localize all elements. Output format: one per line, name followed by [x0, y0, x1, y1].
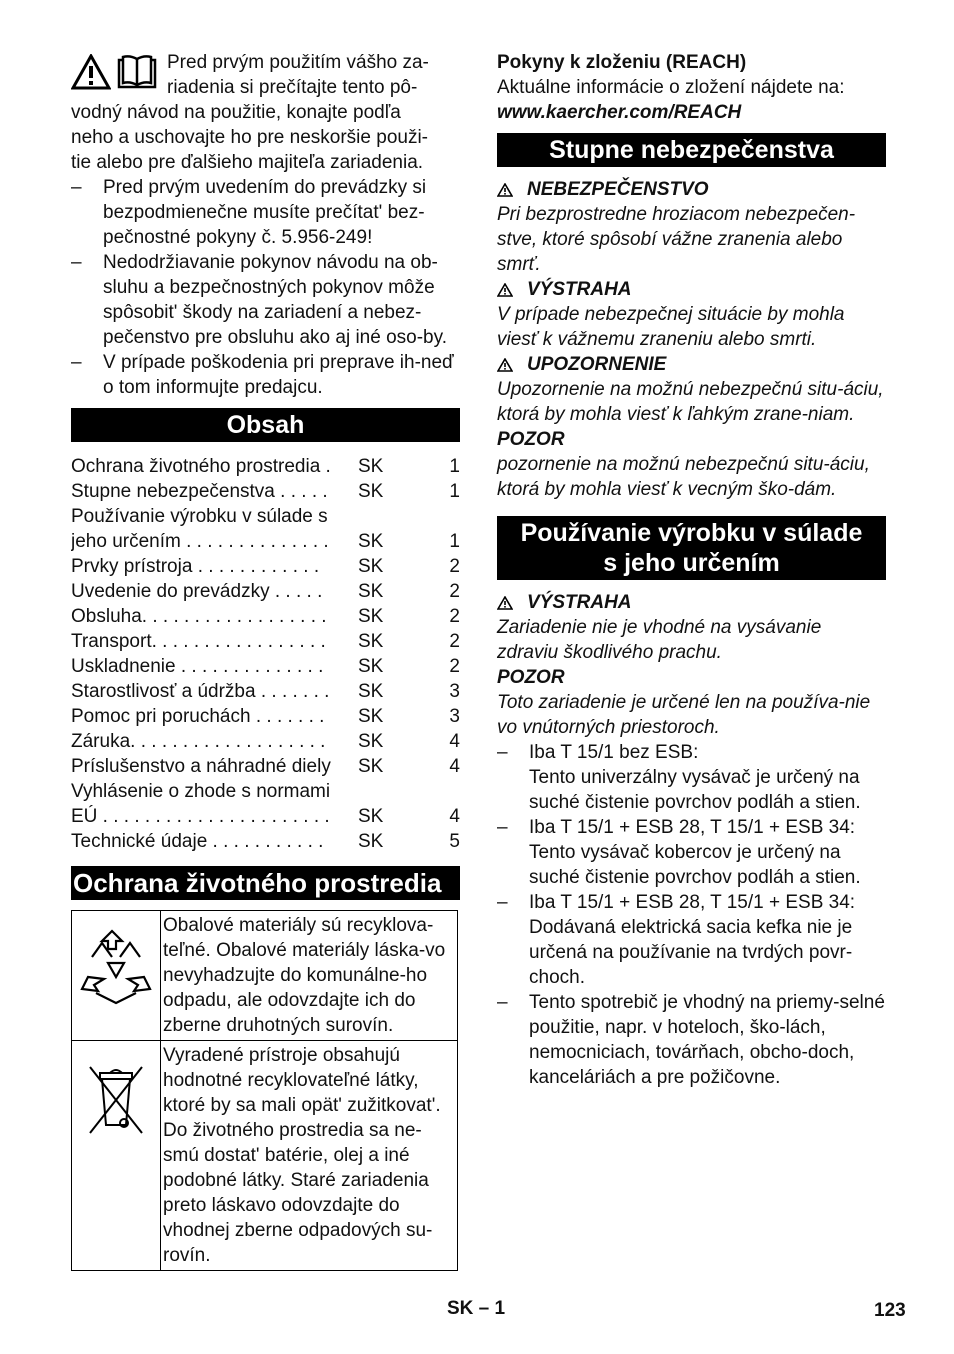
table-of-contents — [71, 454, 460, 854]
toc-entry-name: Technické údaje — [71, 831, 208, 852]
toc-entry — [71, 654, 348, 679]
toc-page: 4 — [449, 806, 460, 827]
hazard-list — [497, 177, 886, 502]
toc-entry-name: Obsluha — [71, 606, 142, 627]
toc-row[interactable] — [71, 504, 460, 529]
toc-entry-name: Ochrana životného prostredia — [71, 456, 321, 477]
toc-leader: . . . . . . . . . . . — [207, 831, 324, 852]
toc-entry-name: Prvky prístroja — [71, 556, 193, 577]
list-item: – Iba T 15/1 + ESB 28, T 15/1 + ESB 34: Dodávaná elektrická sacia kefka nie je určená na používanie na tvrdých povr-choch. — [497, 892, 856, 988]
toc-row[interactable] — [71, 679, 460, 704]
hazard-text: V prípade nebezpečnej situácie by mohla viesť k vážnemu zraneniu alebo smrti. — [497, 304, 845, 350]
toc-lang: SK — [358, 556, 384, 577]
list-item: – V prípade poškodenia pri preprave ih-neď o tom informujte predajcu. — [71, 352, 454, 398]
hazards-title: Stupne nebezpečenstva — [497, 133, 886, 167]
toc-lang: SK — [358, 731, 384, 752]
warning-triangle-icon — [497, 358, 513, 372]
usage-item-text: Tento vysávač kobercov je určený na suché čistenie povrchov podláh a stien. — [529, 842, 861, 888]
crossed-bin-icon-cell — [72, 1041, 161, 1271]
toc-entry — [71, 779, 348, 804]
toc-entry-name: EÚ — [71, 806, 98, 827]
crossed-bin-icon — [86, 1059, 146, 1139]
toc-entry — [71, 629, 348, 654]
usage-item-head: Iba T 15/1 + ESB 28, T 15/1 + ESB 34: — [529, 817, 856, 838]
toc-title: Obsah — [71, 408, 460, 442]
toc-leader: . . . . . — [269, 581, 323, 602]
toc-leader: . . . . . . . . . . . . . . . . . . — [141, 606, 327, 627]
toc-lang: SK — [358, 831, 384, 852]
intro-line: riadenia si prečítajte tento pô- — [167, 77, 418, 98]
toc-lang: SK — [358, 581, 384, 602]
toc-entry-name: Vyhlásenie o zhode s normami — [71, 781, 331, 802]
intro-line: Pred prvým použitím vášho za- — [167, 52, 429, 73]
env-text: Vyradené prístroje obsahujú hodnotné recyklovateľné látky, ktoré by sa mali opät' zužitkovat'. Do životného prostredia sa ne-smú dostat' batérie, olej a iné podobné látky. Staré zariadenia preto láskavo odovzdajte do vhodnej zberne odpadových su-rovín. — [161, 1041, 458, 1271]
intro-line: tie alebo pre ďalšieho majiteľa zariadenia. — [71, 152, 424, 173]
toc-entry — [71, 679, 348, 704]
toc-entry — [71, 479, 348, 504]
toc-entry-name: jeho určením — [71, 531, 181, 552]
left-column — [71, 50, 460, 1271]
warning-triangle-icon — [71, 54, 111, 90]
intro-line: vodný návod na použitie, konajte podľa — [71, 102, 401, 123]
toc-lang: SK — [358, 531, 384, 552]
toc-leader: . . . . . . . . . . . . . . — [180, 531, 329, 552]
toc-page: 3 — [449, 706, 460, 727]
toc-leader: . . . . . . . . . . . . . . . . . — [151, 631, 326, 652]
list-item: – Iba T 15/1 + ESB 28, T 15/1 + ESB 34: Tento vysávač kobercov je určený na suché čistenie povrchov podláh a stien. — [497, 817, 861, 888]
toc-row[interactable] — [71, 829, 460, 854]
toc-row[interactable] — [71, 729, 460, 754]
intro-line: neho a uschovajte ho pre neskoršie použi- — [71, 127, 429, 148]
reach-link[interactable]: www.kaercher.com/REACH — [497, 102, 742, 123]
table-row — [72, 1041, 458, 1271]
usage-item-text: Dodávaná elektrická sacia kefka nie je určená na používanie na tvrdých povr-choch. — [529, 917, 853, 988]
intro-bullets — [71, 175, 460, 400]
hazard-text: Pri bezprostredne hroziacom nebezpečen-stve, ktoré spôsobí vážne zranenia alebo smrť. — [497, 204, 856, 275]
toc-entry — [71, 454, 348, 479]
toc-page: 4 — [449, 731, 460, 752]
toc-row[interactable] — [71, 604, 460, 629]
toc-entry — [71, 504, 348, 529]
table-row — [72, 911, 458, 1041]
toc-page — [420, 779, 460, 804]
toc-leader: . . . . . — [274, 481, 328, 502]
intro-text-cont — [71, 100, 460, 175]
hazard-heading — [497, 427, 886, 452]
hazard-label: POZOR — [497, 429, 565, 450]
usage-caution-heading: POZOR — [497, 667, 565, 688]
toc-entry-name: Starostlivosť a údržba — [71, 681, 256, 702]
toc-row[interactable] — [71, 779, 460, 804]
right-column — [497, 50, 886, 1090]
toc-row[interactable] — [71, 654, 460, 679]
hazard-text: pozornenie na možnú nebezpečnú situ-áciu, ktorá by mohla viesť k vecným ško-dám. — [497, 454, 870, 500]
toc-entry — [71, 579, 348, 604]
toc-lang: SK — [358, 631, 384, 652]
usage-item-text: Tento univerzálny vysávač je určený na suché čistenie povrchov podláh a stien. — [529, 767, 861, 813]
usage-caution-text: Toto zariadenie je určené len na používa-nie vo vnútorných priestoroch. — [497, 692, 871, 738]
list-item: – Tento spotrebič je vhodný na priemy-selné použitie, napr. v hoteloch, ško-lách, nemocniciach, továrňach, obcho-doch, kanceláriách a pre požičovne. — [497, 992, 885, 1088]
intro — [71, 50, 460, 400]
env-table — [71, 910, 458, 1271]
warning-triangle-icon — [497, 183, 513, 197]
toc-page: 3 — [449, 681, 460, 702]
toc-entry-name: Záruka — [71, 731, 131, 752]
toc-page: 1 — [449, 456, 460, 477]
page-number: 123 — [874, 1300, 906, 1321]
toc-page: 4 — [449, 756, 460, 777]
toc-leader: . . . . . . . . . . . . . . — [175, 656, 324, 677]
toc-entry — [71, 704, 348, 729]
toc-lang — [348, 779, 420, 804]
warning-triangle-icon — [497, 596, 513, 610]
usage-list — [497, 740, 886, 1090]
toc-entry — [71, 829, 348, 854]
toc-row[interactable] — [71, 554, 460, 579]
usage-title — [497, 516, 886, 580]
usage-warning-text: Zariadenie nie je vhodné na vysávanie zdraviu škodlivého prachu. — [497, 617, 822, 663]
hazard-label: VÝSTRAHA — [527, 279, 632, 300]
hazard-text: Upozornenie na možnú nebezpečnú situ-áciu, ktorá by mohla viesť k ľahkým zrane-niam. — [497, 379, 884, 425]
toc-lang: SK — [358, 656, 384, 677]
footer-section: SK – 1 — [447, 1298, 506, 1319]
toc-leader: . — [320, 456, 331, 477]
toc-leader: . . . . . . . . . . . . — [192, 556, 320, 577]
recycle-icon — [78, 927, 154, 1007]
toc-page: 1 — [449, 531, 460, 552]
toc-lang: SK — [358, 806, 384, 827]
toc-leader: . . . . . . . — [255, 681, 330, 702]
toc-row[interactable] — [71, 579, 460, 604]
toc-entry — [71, 554, 348, 579]
toc-leader: . . . . . . . — [250, 706, 325, 727]
toc-row[interactable] — [71, 479, 460, 504]
recycle-icon-cell — [72, 911, 161, 1041]
toc-entry — [71, 754, 348, 779]
hazard-label: UPOZORNENIE — [527, 354, 667, 375]
usage-title-line: Používanie výrobku v súlade — [520, 519, 863, 547]
toc-leader: . . . . . . . . . . . . . . . . . . . — [130, 731, 326, 752]
toc-row[interactable] — [71, 754, 460, 779]
toc-page: 1 — [449, 481, 460, 502]
list-item: – Nedodržiavanie pokynov návodu na ob-sluhu a bezpečnostných pokynov môže spôsobit' škody na zariadení a nebez-pečenstvo pre obsluhu ako aj iné oso-by. — [71, 252, 447, 348]
hazard-label: NEBEZPEČENSTVO — [527, 179, 709, 200]
usage-warning-heading: VÝSTRAHA — [497, 590, 886, 615]
toc-lang: SK — [358, 606, 384, 627]
toc-leader: . . . . . . . . . . . . . . . . . . . . . . — [97, 806, 330, 827]
toc-page: 2 — [449, 606, 460, 627]
usage-item-head: Iba T 15/1 bez ESB: — [529, 742, 699, 763]
toc-entry — [71, 604, 348, 629]
hazard-heading — [497, 352, 886, 377]
toc-row[interactable] — [71, 804, 460, 829]
reach-text: Aktuálne informácie o zložení nájdete na: — [497, 77, 845, 98]
toc-lang: SK — [358, 681, 384, 702]
hazard-heading — [497, 177, 886, 202]
toc-entry-name: Príslušenstvo a náhradné diely — [71, 756, 331, 777]
toc-lang: SK — [358, 456, 384, 477]
usage-item-text: Tento spotrebič je vhodný na priemy-selné použitie, napr. v hoteloch, ško-lách, nemocniciach, továrňach, obcho-doch, kanceláriách a pre požičovne. — [529, 992, 885, 1088]
toc-row[interactable] — [71, 529, 460, 554]
reach-heading: Pokyny k zloženiu (REACH) — [497, 52, 747, 73]
toc-entry — [71, 729, 348, 754]
toc-lang: SK — [358, 706, 384, 727]
intro-icons — [71, 54, 159, 90]
toc-page: 2 — [449, 631, 460, 652]
toc-entry-name: Používanie výrobku v súlade s — [71, 506, 328, 527]
toc-entry — [71, 804, 348, 829]
env-title: Ochrana životného prostredia — [71, 866, 460, 900]
toc-row[interactable] — [71, 454, 460, 479]
list-item: – Pred prvým uvedením do prevádzky si bezpodmienečne musíte prečítat' bez-pečnostné pokyny č. 5.956-249! — [71, 177, 427, 248]
toc-entry-name: Transport — [71, 631, 152, 652]
hazard-heading — [497, 277, 886, 302]
toc-page: 2 — [449, 556, 460, 577]
manual-book-icon — [115, 54, 159, 90]
toc-entry-name: Pomoc pri poruchách — [71, 706, 251, 727]
toc-page — [420, 504, 460, 529]
toc-lang: SK — [358, 756, 384, 777]
list-item: – Iba T 15/1 bez ESB: Tento univerzálny vysávač je určený na suché čistenie povrchov podláh a stien. — [497, 742, 861, 813]
toc-row[interactable] — [71, 629, 460, 654]
toc-row[interactable] — [71, 704, 460, 729]
toc-lang: SK — [358, 481, 384, 502]
toc-page: 2 — [449, 656, 460, 677]
toc-lang — [348, 504, 420, 529]
toc-entry-name: Uvedenie do prevádzky — [71, 581, 270, 602]
env-text: Obalové materiály sú recyklova-teľné. Obalové materiály láska-vo nevyhadzujte do komunálne-ho odpadu, ale odovzdajte ich do zberne druhotných surovín. — [161, 911, 458, 1041]
toc-entry-name: Stupne nebezpečenstva — [71, 481, 275, 502]
warning-triangle-icon — [497, 283, 513, 297]
toc-entry-name: Uskladnenie — [71, 656, 176, 677]
usage-title-line: s jeho určením — [603, 549, 780, 577]
usage-item-head: Iba T 15/1 + ESB 28, T 15/1 + ESB 34: — [529, 892, 856, 913]
toc-entry — [71, 529, 348, 554]
toc-page: 2 — [449, 581, 460, 602]
toc-page: 5 — [449, 831, 460, 852]
